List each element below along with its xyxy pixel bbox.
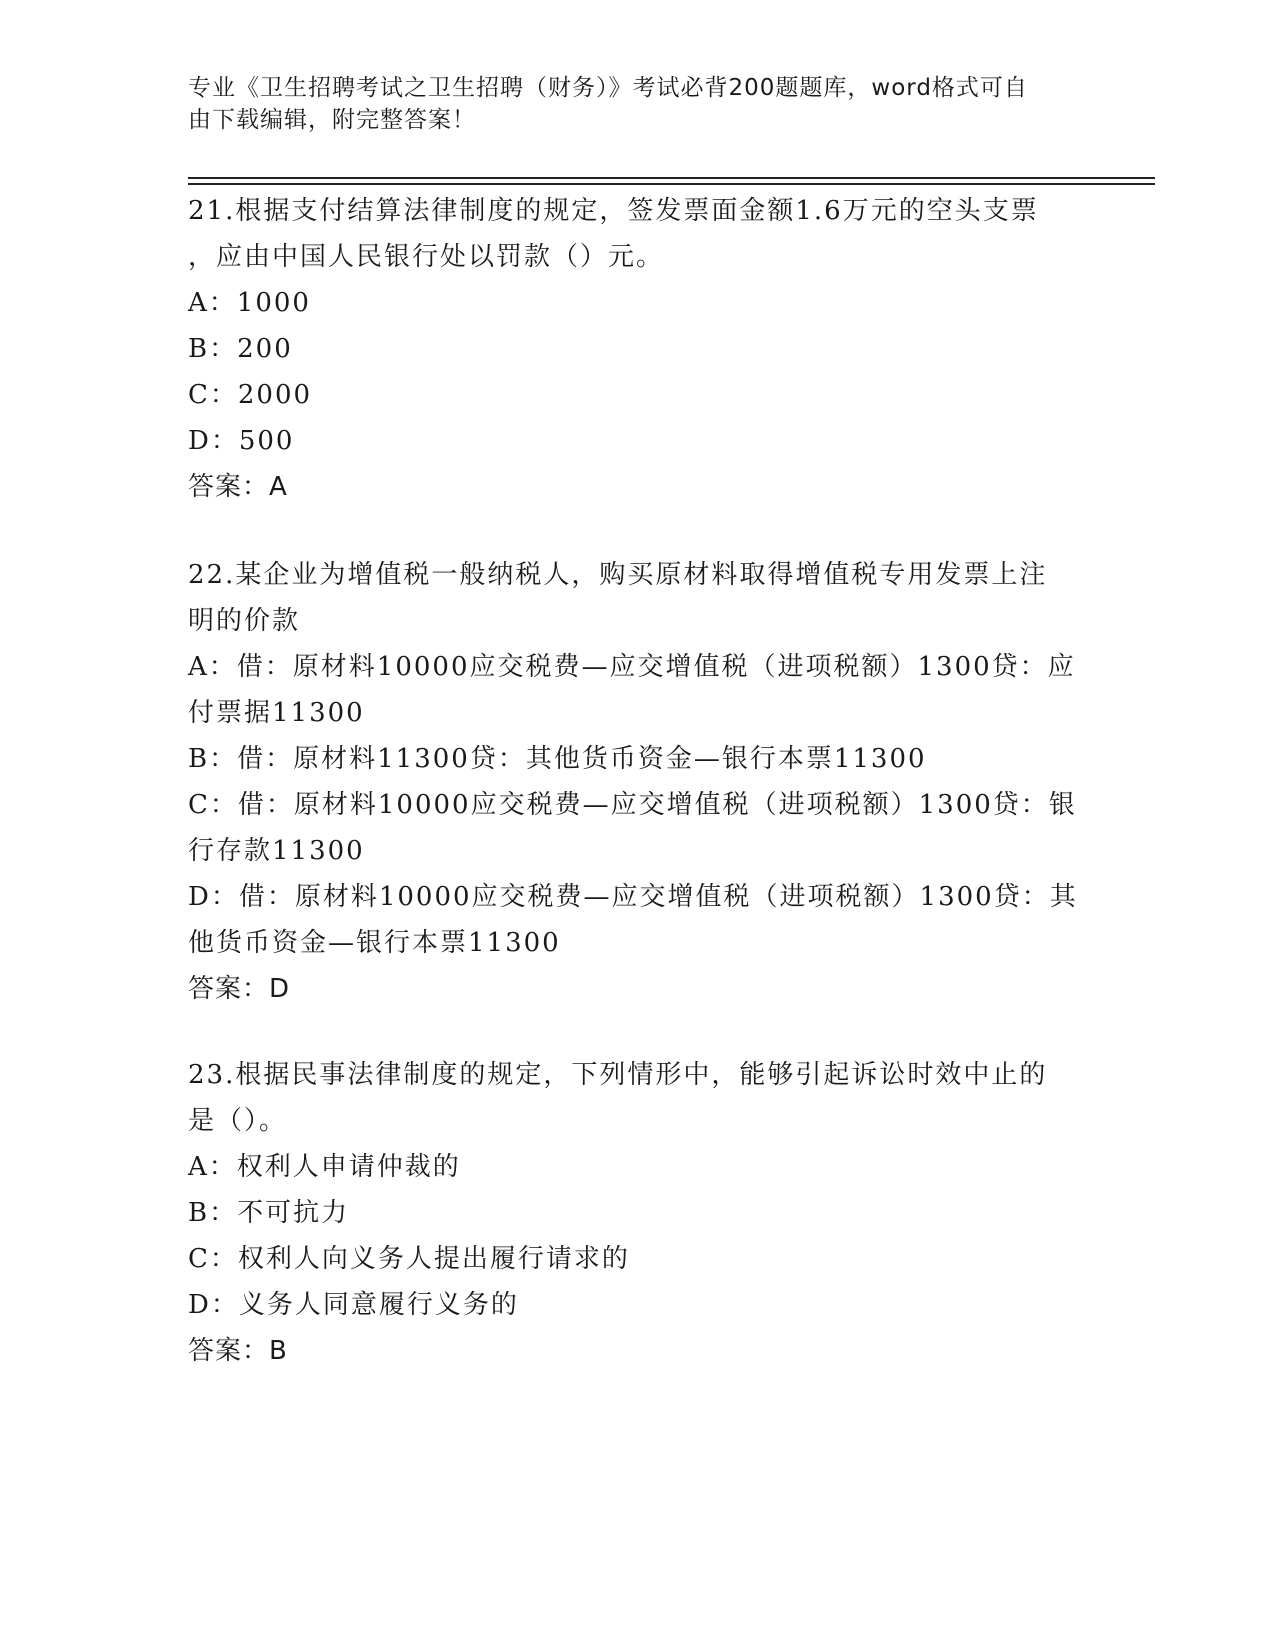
option-a: A：借：原材料10000应交税费—应交增值税（进项税额）1300贷：应 — [188, 652, 1076, 682]
option-d: D：借：原材料10000应交税费—应交增值税（进项税额）1300贷：其 — [188, 882, 1078, 912]
question-stem: 22.某企业为增值税一般纳税人，购买原材料取得增值税专用发票上注 — [188, 560, 1048, 590]
option-d-continued: 他货币资金—银行本票11300 — [188, 928, 561, 958]
answer-line: 答案：B — [188, 1336, 288, 1366]
question-stem: 明的价款 — [188, 606, 301, 636]
option-c: C：2000 — [188, 380, 313, 410]
document-header — [188, 72, 1068, 136]
header-line: 由下载编辑，附完整答案！ — [188, 107, 476, 133]
option-c: C：借：原材料10000应交税费—应交增值税（进项税额）1300贷：银 — [188, 790, 1077, 820]
option-a: A：权利人申请仲裁的 — [188, 1152, 461, 1182]
option-a: A：1000 — [188, 288, 311, 318]
question-stem: 23.根据民事法律制度的规定，下列情形中，能够引起诉讼时效中止的 — [188, 1060, 1048, 1090]
question-stem: 21.根据支付结算法律制度的规定，签发票面金额1.6万元的空头支票 — [188, 196, 1039, 226]
header-line: 专业《卫生招聘考试之卫生招聘（财务）》考试必背200题题库，word格式可自 — [188, 75, 1028, 101]
question-block — [188, 188, 1088, 510]
question-stem: 是（）。 — [188, 1106, 288, 1136]
header-divider — [188, 177, 1155, 179]
option-b: B：200 — [188, 334, 293, 364]
question-block — [188, 1052, 1088, 1374]
option-c: C：权利人向义务人提出履行请求的 — [188, 1244, 630, 1274]
answer-line: 答案：D — [188, 974, 291, 1004]
option-b: B：不可抗力 — [188, 1198, 350, 1228]
option-c-continued: 行存款11300 — [188, 836, 365, 866]
option-d: D：义务人同意履行义务的 — [188, 1290, 519, 1320]
option-d: D：500 — [188, 426, 295, 456]
option-a-continued: 付票据11300 — [188, 698, 365, 728]
question-block — [188, 552, 1088, 1012]
header-divider — [188, 183, 1155, 185]
question-stem: ，应由中国人民银行处以罚款（）元。 — [188, 242, 665, 272]
option-b: B：借：原材料11300贷：其他货币资金—银行本票11300 — [188, 744, 927, 774]
answer-line: 答案：A — [188, 472, 288, 502]
